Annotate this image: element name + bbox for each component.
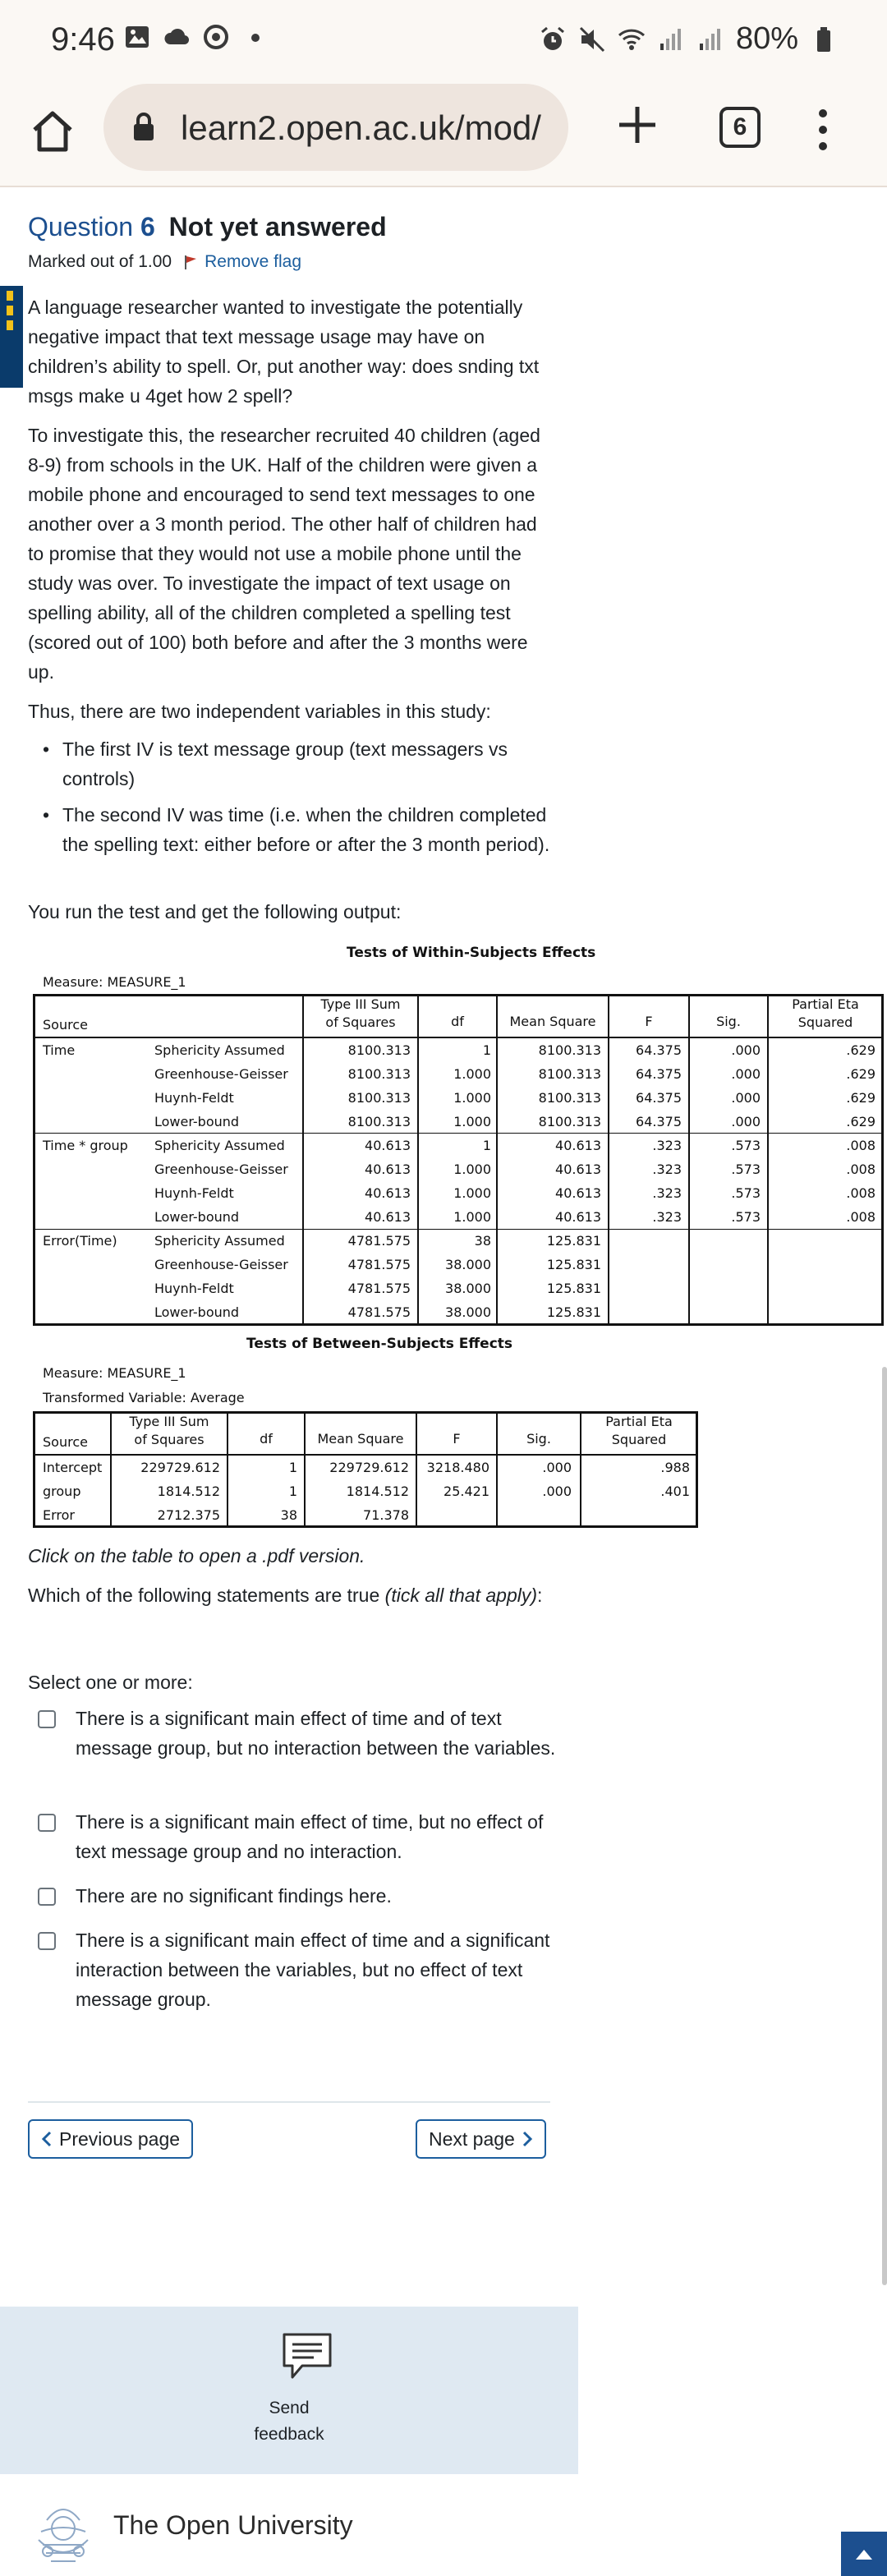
battery-icon: [810, 25, 838, 53]
cell-ms: 8100.313: [538, 1090, 601, 1106]
option-checkbox[interactable]: [38, 1888, 56, 1906]
header-eta-line1: Partial Eta: [792, 996, 859, 1012]
cell-f: [608, 1253, 688, 1276]
cell-sig: [688, 1276, 767, 1300]
cell-correction: Lower-bound: [154, 1209, 240, 1225]
cell-ms: 40.613: [555, 1185, 601, 1201]
header-eta: [581, 1413, 696, 1449]
cell-f: [608, 1300, 688, 1324]
question-state: Not yet answered: [168, 212, 387, 242]
which-text: Which of the following statements are true: [28, 1585, 385, 1606]
battery-percentage: 80%: [735, 21, 798, 56]
option-checkbox[interactable]: [38, 1814, 56, 1832]
url-text[interactable]: learn2.open.ac.uk/mod/: [181, 108, 541, 147]
cell-f: 64.375: [636, 1090, 682, 1106]
cell-source: [36, 1300, 148, 1324]
more-menu-icon[interactable]: [813, 107, 833, 153]
cell-ms: 8100.313: [538, 1114, 601, 1129]
table-row: [36, 1229, 882, 1253]
list-item: • The second IV was time (i.e. when the children completed the spelling text: either before or after the 3 month period).: [28, 800, 550, 859]
alarm-icon: [539, 25, 567, 53]
table-row: [36, 1181, 882, 1205]
previous-page-label[interactable]: Previous page: [59, 2128, 181, 2150]
arrow-up-icon: [841, 2532, 887, 2576]
cell-ms: 71.378: [363, 1507, 409, 1523]
cell-ms: 8100.313: [538, 1066, 601, 1082]
cell-f: .323: [652, 1209, 682, 1225]
question-title: [28, 212, 550, 242]
cell-eta: .401: [660, 1484, 690, 1499]
cell-sig: .000: [731, 1114, 761, 1129]
header-eta: [769, 996, 882, 1032]
cell-ms: 40.613: [555, 1209, 601, 1225]
open-university-logo[interactable]: [26, 2504, 100, 2573]
option-checkbox[interactable]: [38, 1932, 56, 1950]
flag-icon: [183, 254, 198, 270]
table-row: [36, 1253, 882, 1276]
status-right-icons: [539, 21, 838, 57]
cell-f: 64.375: [636, 1066, 682, 1082]
cell-df: 1: [288, 1460, 297, 1475]
cell-correction: Sphericity Assumed: [154, 1042, 285, 1058]
browser-toolbar: [0, 82, 887, 187]
within-table-body: [36, 1038, 882, 1324]
header-ms: Mean Square: [509, 1014, 596, 1029]
feedback-line2: feedback: [254, 2425, 324, 2444]
header-ss-line2: of Squares: [325, 1014, 396, 1030]
output-intro: You run the test and get the following output:: [28, 901, 402, 922]
cell-eta: [767, 1253, 882, 1276]
chevron-left-icon: [41, 2130, 53, 2148]
table-title: Tests of Within-Subjects Effects: [347, 945, 596, 961]
cell-eta: .008: [846, 1185, 876, 1201]
table-title: Tests of Between-Subjects Effects: [246, 1336, 513, 1352]
cell-df: 38.000: [445, 1281, 491, 1296]
table-row: [36, 1205, 882, 1229]
cell-ss: 2712.375: [157, 1507, 220, 1523]
cell-eta: [578, 1503, 696, 1527]
tab-switcher-button[interactable]: 6: [719, 107, 761, 148]
cell-source: [36, 1062, 148, 1086]
signal-icon: [657, 25, 685, 53]
next-page-label[interactable]: Next page: [429, 2128, 515, 2150]
signal-icon: [696, 25, 724, 53]
scrollbar[interactable]: [882, 1367, 887, 2285]
cell-ms: 40.613: [555, 1138, 601, 1153]
header-sig: Sig.: [716, 1014, 741, 1029]
table-row: [36, 1110, 882, 1134]
cell-sig: [688, 1300, 767, 1324]
lock-icon: [131, 112, 156, 141]
cell-source: [36, 1181, 148, 1205]
address-bar[interactable]: [103, 84, 568, 171]
cell-correction: Lower-bound: [154, 1304, 240, 1320]
cell-ss: 40.613: [365, 1138, 411, 1153]
cell-source: [36, 1276, 148, 1300]
header-sig: Sig.: [526, 1431, 551, 1447]
header-eta-line1: Partial Eta: [605, 1414, 673, 1429]
cell-sig: [496, 1503, 578, 1527]
cell-source: Error(Time): [43, 1233, 117, 1249]
option-checkbox[interactable]: [38, 1710, 56, 1728]
cell-sig: .000: [731, 1090, 761, 1106]
cell-f: .323: [652, 1162, 682, 1177]
header-ss: [304, 996, 417, 1032]
question-label: Question: [28, 212, 134, 242]
cell-ss: 4781.575: [347, 1281, 411, 1296]
status-time: 9:46: [51, 21, 115, 58]
cell-source: Intercept: [43, 1460, 103, 1475]
cell-ss: 40.613: [365, 1162, 411, 1177]
cell-ms: 125.831: [546, 1233, 601, 1249]
wifi-icon: [618, 25, 646, 53]
cell-source: Time: [43, 1042, 76, 1058]
cell-sig: .573: [731, 1162, 761, 1177]
cell-correction: Greenhouse-Geisser: [154, 1162, 288, 1177]
cell-f: .323: [652, 1185, 682, 1201]
cell-eta: [767, 1229, 882, 1253]
cell-ss: 1814.512: [157, 1484, 220, 1499]
header-f: F: [453, 1431, 461, 1447]
cell-sig: .000: [731, 1066, 761, 1082]
cell-f: [608, 1229, 688, 1253]
cell-eta: .008: [846, 1209, 876, 1225]
quiz-navigation-tab[interactable]: [0, 286, 23, 388]
cell-ms: 125.831: [546, 1281, 601, 1296]
cell-sig: .573: [731, 1185, 761, 1201]
dot-icon: [241, 23, 269, 51]
cell-correction: Sphericity Assumed: [154, 1233, 285, 1249]
cell-eta: .008: [846, 1162, 876, 1177]
cell-df: 1.000: [453, 1090, 491, 1106]
table-row: [36, 1134, 882, 1157]
header-eta-line2: Squared: [611, 1432, 667, 1447]
cell-eta: .988: [660, 1460, 690, 1475]
back-to-top-button[interactable]: [841, 2532, 887, 2576]
cell-f: 25.421: [444, 1484, 489, 1499]
mute-icon: [578, 25, 606, 53]
divider: [28, 2101, 550, 2103]
table-row: [36, 1157, 882, 1181]
cell-ss: 8100.313: [347, 1042, 411, 1058]
cell-df: 1.000: [453, 1209, 491, 1225]
cell-sig: [688, 1253, 767, 1276]
cell-source: Time * group: [43, 1138, 128, 1153]
header-eta-line2: Squared: [797, 1014, 853, 1030]
list-item: • The first IV is text message group (text messagers vs controls): [28, 734, 550, 794]
cell-eta: .629: [846, 1114, 876, 1129]
header-source: Source: [43, 1017, 88, 1033]
cell-correction: Huynh-Feldt: [154, 1281, 234, 1296]
marked-out-of: Marked out of 1.00: [28, 252, 172, 271]
cell-source: [36, 1086, 148, 1110]
question-info: [28, 252, 550, 272]
home-icon[interactable]: [26, 105, 79, 158]
cell-eta: .629: [846, 1090, 876, 1106]
cell-ss: 229729.612: [140, 1460, 220, 1475]
between-table-body: [36, 1456, 696, 1527]
question-number: 6: [140, 212, 155, 242]
next-page-button[interactable]: [416, 2119, 546, 2159]
header-ms: Mean Square: [317, 1431, 404, 1447]
cell-f: [416, 1503, 496, 1527]
option-label[interactable]: There is a significant main effect of time, but no effect of text message group and no interaction.: [76, 1811, 544, 1862]
previous-page-button[interactable]: [28, 2119, 193, 2159]
cell-source: [36, 1110, 148, 1134]
select-label: Select one or more:: [28, 1672, 193, 1693]
photo-icon: [123, 23, 151, 51]
header-f: F: [645, 1014, 653, 1029]
status-bar: [0, 0, 887, 82]
cell-correction: Lower-bound: [154, 1114, 240, 1129]
intro-paragraph: A language researcher wanted to investigate the potentially negative impact that text message usage may have on children’s ability to spell. Or, put another way: does snding txt msgs make u 4get how 2 spell?: [28, 297, 540, 407]
status-left-icons: [123, 23, 269, 51]
cell-correction: Greenhouse-Geisser: [154, 1066, 288, 1082]
cell-ss: 40.613: [365, 1209, 411, 1225]
cell-f: 64.375: [636, 1114, 682, 1129]
measure-label: Measure: MEASURE_1: [43, 974, 186, 990]
cell-df: 38.000: [445, 1257, 491, 1272]
table-row: [36, 1300, 882, 1324]
cell-ss: 8100.313: [347, 1066, 411, 1082]
cell-f: .323: [652, 1138, 682, 1153]
cell-sig: .000: [542, 1460, 572, 1475]
option-label[interactable]: There is a significant main effect of time and of text message group, but no interaction between the variables.: [76, 1708, 556, 1759]
cell-sig: .000: [542, 1484, 572, 1499]
cell-df: 1: [288, 1484, 297, 1499]
send-feedback-panel[interactable]: [0, 2307, 578, 2474]
ivs-intro: Thus, there are two independent variables in this study:: [28, 701, 491, 722]
header-ss-line1: Type III Sum: [320, 996, 401, 1012]
header-df: df: [260, 1431, 273, 1447]
cell-ss: 40.613: [365, 1185, 411, 1201]
cell-ss: 4781.575: [347, 1233, 411, 1249]
cloud-icon: [163, 23, 191, 51]
cell-correction: Sphericity Assumed: [154, 1138, 285, 1153]
transformed-label: Transformed Variable: Average: [43, 1390, 245, 1405]
method-paragraph: To investigate this, the researcher recruited 40 children (aged 8-9) from schools in the UK. Half of the children were given a mobile phone and encouraged to send text messages to one another over a 3 month period. The other half of children had to promise that they would not use a mobile phone until the study was over. To investigate the impact of text usage on spelling ability, all of the children completed a spelling test (scored out of 100) both before and after the 3 months were up.: [28, 425, 540, 683]
chevron-right-icon: [522, 2130, 533, 2148]
cell-f: [608, 1276, 688, 1300]
cell-eta: .629: [846, 1042, 876, 1058]
table-row: [36, 1038, 882, 1062]
table-row: [36, 1479, 696, 1503]
question-header: [28, 212, 550, 272]
header-ss-line2: of Squares: [134, 1432, 205, 1447]
which-emphasis: (tick all that apply): [384, 1585, 538, 1606]
cell-sig: .573: [731, 1209, 761, 1225]
cell-eta: .629: [846, 1066, 876, 1082]
cell-df: 38.000: [445, 1304, 491, 1320]
cell-df: 1: [482, 1042, 491, 1058]
footer-university-name: The Open University: [113, 2510, 353, 2540]
which-end: :: [537, 1585, 543, 1606]
header-df: df: [451, 1014, 464, 1029]
cell-df: 1: [482, 1138, 491, 1153]
cell-eta: [767, 1276, 882, 1300]
cell-ss: 8100.313: [347, 1114, 411, 1129]
sync-icon: [202, 23, 230, 51]
cell-ms: 8100.313: [538, 1042, 601, 1058]
table-row: [36, 1086, 882, 1110]
feedback-label[interactable]: [0, 2395, 578, 2448]
which-prompt: [28, 1580, 550, 1610]
pdf-note: Click on the table to open a .pdf version.: [28, 1545, 365, 1566]
cell-ms: 40.613: [555, 1162, 601, 1177]
cell-source: group: [43, 1484, 81, 1499]
cell-df: 1.000: [453, 1185, 491, 1201]
cell-df: 1.000: [453, 1162, 491, 1177]
cell-source: [36, 1253, 148, 1276]
cell-correction: Huynh-Feldt: [154, 1185, 234, 1201]
measure-label: Measure: MEASURE_1: [43, 1365, 186, 1381]
table-row: [36, 1276, 882, 1300]
cell-df: 38: [280, 1507, 297, 1523]
cell-df: 38: [474, 1233, 491, 1249]
table-row: [36, 1456, 696, 1479]
cell-df: 1.000: [453, 1114, 491, 1129]
cell-eta: .008: [846, 1138, 876, 1153]
cell-ss: 4781.575: [347, 1304, 411, 1320]
cell-ms: 125.831: [546, 1257, 601, 1272]
cell-source: [36, 1157, 148, 1181]
header-ss-line1: Type III Sum: [129, 1414, 209, 1429]
cell-ms: 1814.512: [346, 1484, 409, 1499]
cell-eta: [767, 1300, 882, 1324]
cell-ms: 125.831: [546, 1304, 601, 1320]
cell-source: Error: [43, 1507, 75, 1523]
cell-ss: 4781.575: [347, 1257, 411, 1272]
cell-sig: .573: [731, 1138, 761, 1153]
cell-f: 64.375: [636, 1042, 682, 1058]
new-tab-icon[interactable]: [613, 100, 662, 150]
header-ss: [112, 1413, 227, 1449]
option-label[interactable]: There are no significant findings here.: [76, 1885, 392, 1907]
cell-correction: Huynh-Feldt: [154, 1090, 234, 1106]
header-source: Source: [43, 1434, 88, 1450]
cell-sig: .000: [731, 1042, 761, 1058]
table-row: [36, 1503, 696, 1527]
cell-source: [36, 1205, 148, 1229]
cell-correction: Greenhouse-Geisser: [154, 1257, 288, 1272]
cell-df: 1.000: [453, 1066, 491, 1082]
cell-f: 3218.480: [426, 1460, 489, 1475]
cell-ms: 229729.612: [329, 1460, 409, 1475]
iv-list: [28, 734, 550, 866]
cell-ss: 8100.313: [347, 1090, 411, 1106]
table-row: [36, 1062, 882, 1086]
remove-flag-label[interactable]: Remove flag: [205, 252, 301, 271]
remove-flag-link[interactable]: [183, 252, 301, 272]
feedback-line1: Send: [269, 2399, 310, 2417]
option-label[interactable]: There is a significant main effect of time and a significant interaction between the variables, but no effect of text message group.: [76, 1930, 550, 2010]
feedback-icon: [281, 2331, 333, 2380]
cell-sig: [688, 1229, 767, 1253]
